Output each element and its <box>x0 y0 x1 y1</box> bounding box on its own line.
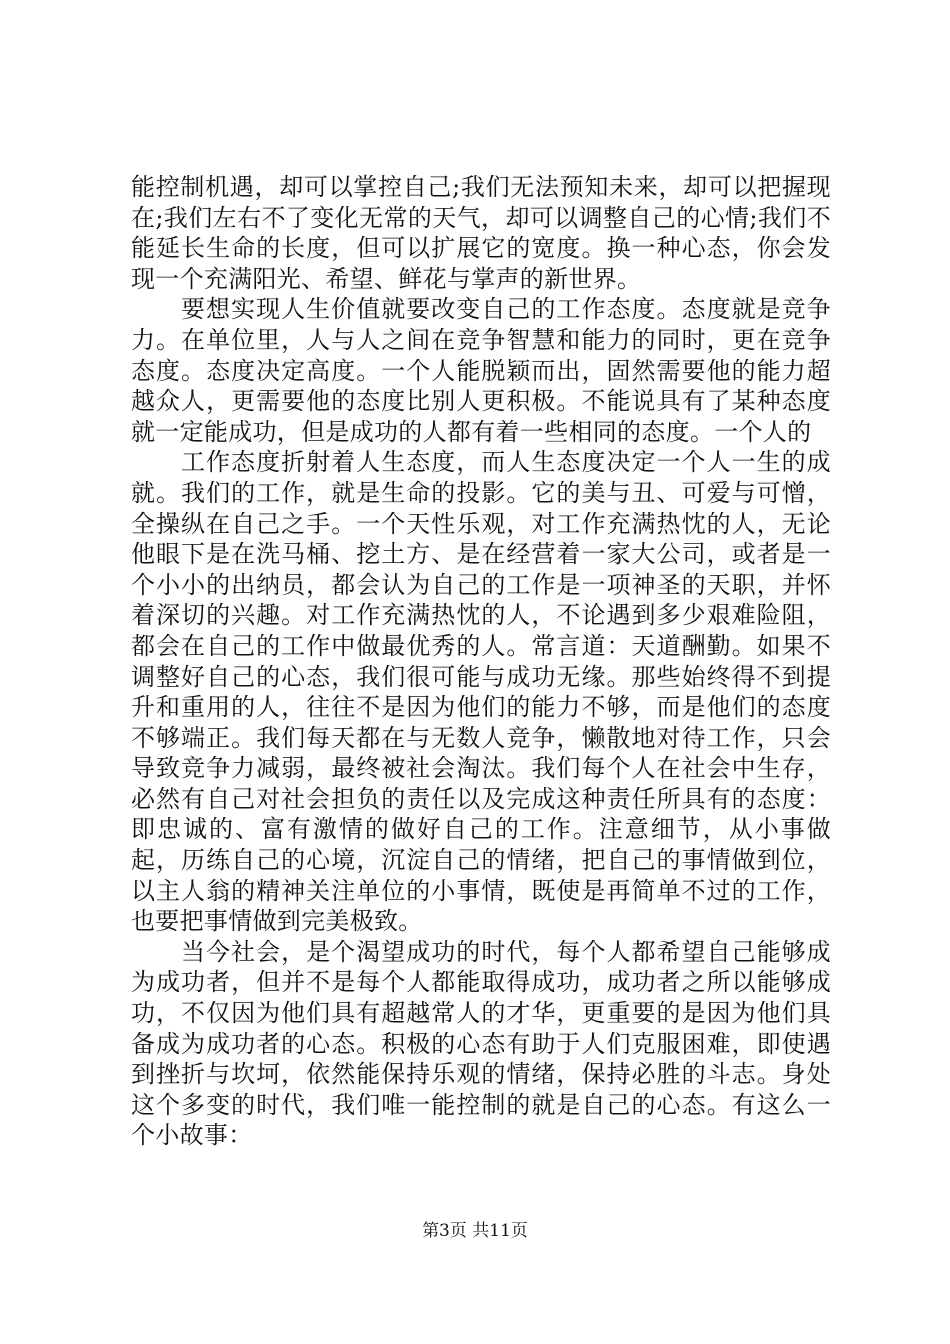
paragraph-3: 工作态度折射着人生态度，而人生态度决定一个人一生的成就。我们的工作，就是生命的投影。它的美与丑、可爱与可憎，全操纵在自己之手。一个天性乐观，对工作充满热忱的人，无论他眼下是在洗马桶、挖土方、是在经营着一家大公司，或者是一个小小的出纳员，都会认为自己的工作是一项神圣的天职，并怀着深切的兴趣。对工作充满热忱的人，不论遇到多少艰难险阻，都会在自己的工作中做最优秀的人。常言道：天道酬勤。如果不调整好自己的心态，我们很可能与成功无缘。那些始终得不到提升和重用的人，往往不是因为他们的能力不够，而是他们的态度不够端正。我们每天都在与无数人竞争，懒散地对待工作，只会导致竞争力减弱，最终被社会淘汰。我们每个人在社会中生存，必然有自己对社会担负的责任以及完成这种责任所具有的态度：即忠诚的、富有激情的做好自己的工作。注意细节，从小事做起，历练自己的心境，沉淀自己的情绪，把自己的事情做到位，以主人翁的精神关注单位的小事情，既使是再简单不过的工作，也要把事情做到完美极致。 <box>131 448 831 936</box>
paragraph-1: 能控制机遇，却可以掌控自己;我们无法预知未来，却可以把握现在;我们左右不了变化无常的天气，却可以调整自己的心情;我们不能延长生命的长度，但可以扩展它的宽度。换一种心态，你会发现一个充满阳光、希望、鲜花与掌声的新世界。 <box>131 173 831 293</box>
body-text <box>131 172 831 1151</box>
page-number-footer: 第3页 共11页 <box>422 1221 528 1241</box>
paragraph-4: 当今社会，是个渴望成功的时代，每个人都希望自己能够成为成功者，但并不是每个人都能取得成功，成功者之所以能够成功，不仅因为他们具有超越常人的才华，更重要的是因为他们具备成为成功者的心态。积极的心态有助于人们克服困难，即使遇到挫折与坎坷，依然能保持乐观的情绪，保持必胜的斗志。身处这个多变的时代，我们唯一能控制的就是自己的心态。有这么一个小故事： <box>131 937 831 1150</box>
paragraph-2: 要想实现人生价值就要改变自己的工作态度。态度就是竞争力。在单位里，人与人之间在竞争智慧和能力的同时，更在竞争态度。态度决定高度。一个人能脱颖而出，固然需要他的能力超越众人，更需要他的态度比别人更积极。不能说具有了某种态度就一定能成功，但是成功的人都有着一些相同的态度。一个人的 <box>131 295 831 446</box>
